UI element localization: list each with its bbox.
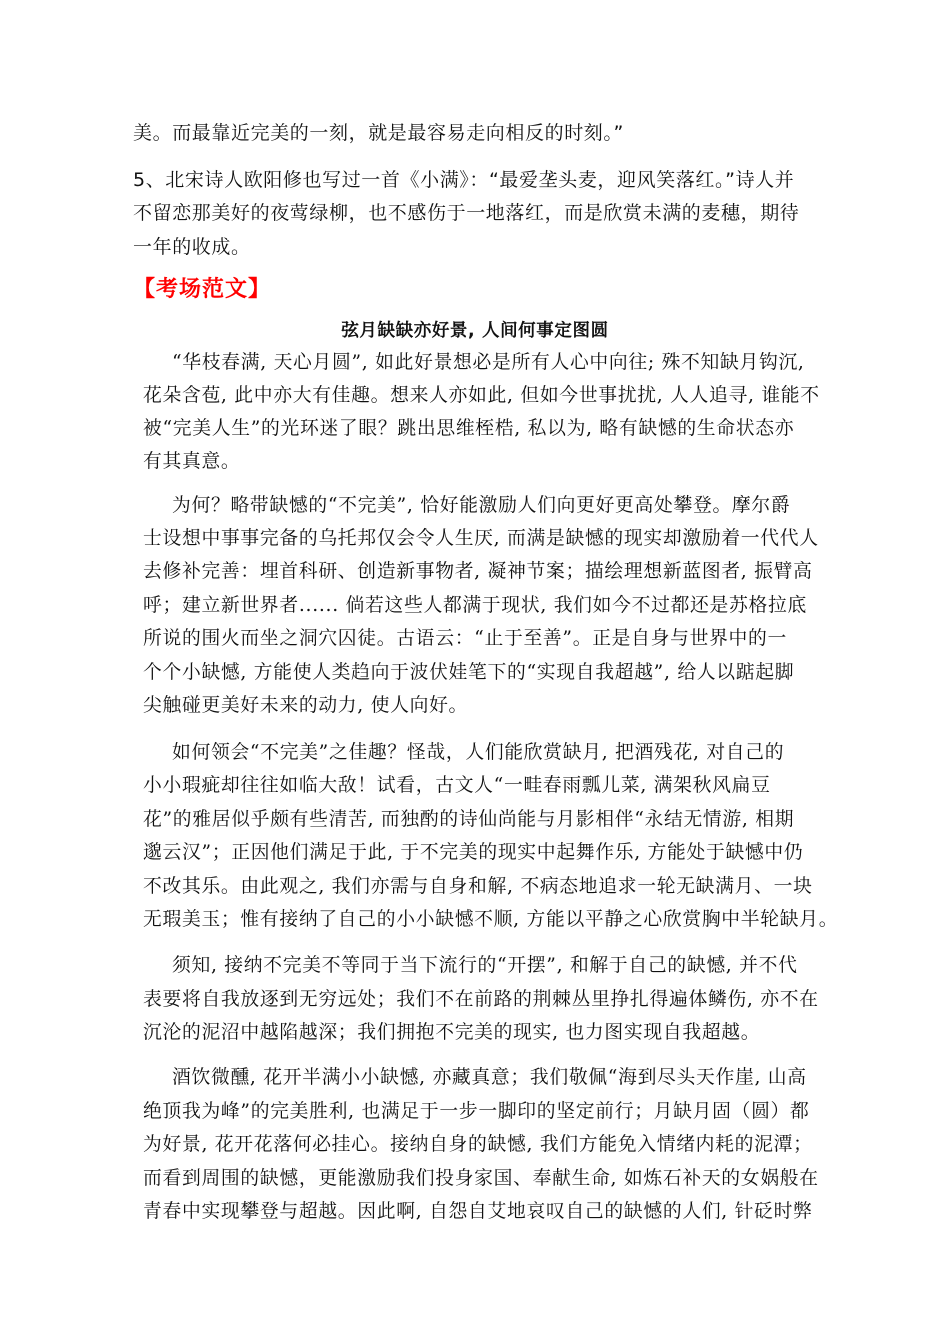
paragraph-line: 为何？略带缺憾的“不完美”, 恰好能激励人们向更好更高处攀登。摩尔爵 [172, 495, 791, 516]
paragraph-line: 所说的围火而坐之洞穴囚徒。古语云：“止于至善”。正是自身与世界中的一 [143, 628, 788, 649]
paragraph-line: 被“完美人生”的光环迷了眼？跳出思维桎梏, 私以为, 略有缺憾的生命状态亦 [143, 418, 795, 439]
paragraph-line: 如何领会“不完美”之佳趣？怪哉，人们能欣赏缺月, 把酒残花, 对自己的 [172, 742, 785, 763]
paragraph-line: 青春中实现攀登与超越。因此啊, 自怨自艾地哀叹自己的缺憾的人们, 针砭时弊 [143, 1201, 813, 1222]
intro-continuation-line: 美。而最靠近完美的一刻，就是最容易走向相反的时刻。” [133, 122, 624, 144]
paragraph-line: 不改其乐。由此观之, 我们亦需与自身和解, 不病态地追求一轮无缺满月、一块 [143, 876, 813, 897]
essay-title: 弦月缺缺亦好景, 人间何事定图圆 [341, 321, 609, 341]
paragraph-line: 酒饮微醺, 花开半满小小缺憾, 亦藏真意；我们敬佩“海到尽头天作崖, 山高 [172, 1067, 807, 1088]
paragraph-line: 绝顶我为峰”的完美胜利, 也满足于一步一脚印的坚定前行；月缺月固（圆）都 [143, 1101, 810, 1122]
paragraph-line: 花朵含苞, 此中亦大有佳趣。想来人亦如此, 但如今世事扰扰, 人人追寻, 谁能不 [143, 385, 820, 406]
paragraph-line: 去修补完善：埋首科研、创造新事物者, 凝神节案；描绘理想新蓝图者, 振臂高 [143, 561, 813, 582]
paragraph-line: 个个小缺憾, 方能使人类趋向于波伏娃笔下的“实现自我超越”, 给人以踮起脚 [143, 662, 795, 683]
paragraph-line: 而看到周围的缺憾，更能激励我们投身家国、奉献生命, 如炼石补天的女娲般在 [143, 1168, 819, 1189]
paragraph-line: 有其真意。 [143, 451, 241, 472]
paragraph-line: 为好景, 花开花落何必挂心。接纳自身的缺憾, 我们方能免入情绪内耗的泥潭； [143, 1134, 813, 1155]
list-item-5-line: 一年的收成。 [133, 236, 251, 258]
section-heading: 【考场范文】 [133, 277, 272, 302]
paragraph-line: 邈云汉”；正因他们满足于此, 于不完美的现实中起舞作乐, 方能处于缺憾中仍 [143, 842, 804, 863]
paragraph-line: 花”的雅居似乎颇有些清苦, 而独酌的诗仙尚能与月影相伴“永结无情游, 相期 [143, 809, 795, 830]
paragraph-line: 士设想中事事完备的乌托邦仅会令人生厌, 而满是缺憾的现实却激励着一代代人 [143, 528, 819, 549]
paragraph-line: “华枝春满, 天心月圆”, 如此好景想必是所有人心中向往; 殊不知缺月钩沉, [172, 352, 805, 373]
paragraph-line: 表要将自我放逐到无穷远处；我们不在前路的荆棘丛里挣扎得遍体鳞伤, 亦不在 [143, 989, 819, 1010]
paragraph-line: 小小瑕疵却往往如临大敌！试看，古文人“一畦春雨瓢儿菜, 满架秋风扁豆 [143, 775, 771, 796]
paragraph-line: 无瑕美玉；惟有接纳了自己的小小缺憾不顺, 方能以平静之心欣赏胸中半轮缺月。 [143, 909, 839, 930]
paragraph-line: 呼；建立新世界者...... 倘若这些人都满于现状, 我们如今不过都还是苏格拉底 [143, 595, 807, 616]
list-item-5-line: 不留恋那美好的夜莺绿柳，也不感伤于一地落红，而是欣赏未满的麦穗，期待 [133, 202, 800, 224]
list-item-5-line: 5、北宋诗人欧阳修也写过一首《小满》：“最爱垄头麦，迎风笑落红。”诗人并 [133, 169, 795, 191]
paragraph-line: 须知, 接纳不完美不等同于当下流行的“开摆”, 和解于自己的缺憾, 并不代 [172, 955, 798, 976]
paragraph-line: 沉沦的泥沼中越陷越深；我们拥抱不完美的现实, 也力图实现自我超越。 [143, 1022, 761, 1043]
paragraph-line: 尖触碰更美好未来的动力, 使人向好。 [143, 695, 469, 716]
